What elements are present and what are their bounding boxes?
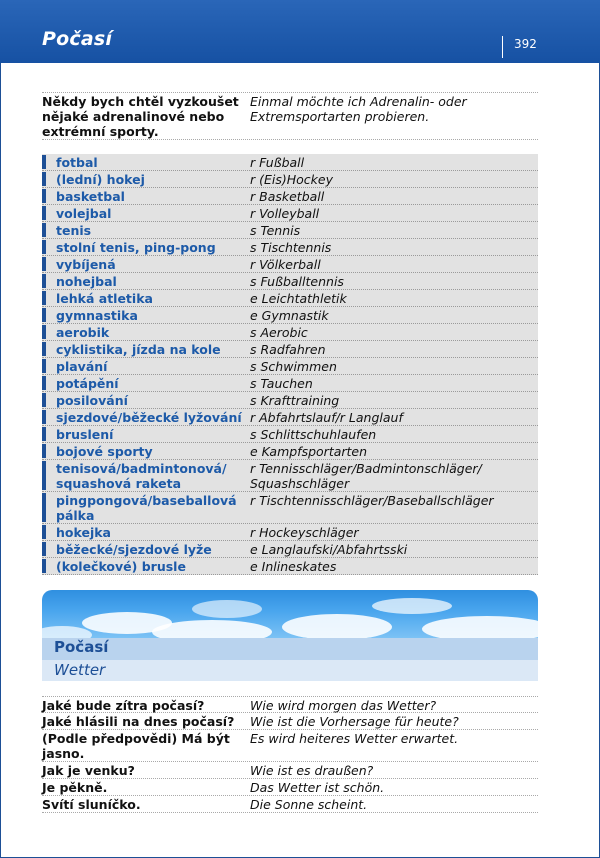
vocab-row (42, 558, 538, 575)
intro-row (42, 93, 538, 140)
row-marker (42, 172, 46, 186)
phrase-row (42, 696, 538, 713)
vocab-czech: posilování (56, 393, 128, 408)
vocab-row (42, 324, 538, 341)
vocab-czech: běžecké/sjezdové lyže (56, 542, 212, 557)
vocab-row (42, 256, 538, 273)
vocab-row (42, 290, 538, 307)
vocab-czech: basketbal (56, 189, 125, 204)
phrase-czech: Svítí sluníčko. (42, 797, 141, 812)
vocab-row (42, 239, 538, 256)
vocab-row (42, 222, 538, 239)
row-marker (42, 427, 46, 441)
vocab-german: r Tischtennisschläger/Baseballschläger (250, 493, 494, 508)
row-marker (42, 444, 46, 458)
vocab-german: r Hockeyschläger (250, 525, 359, 540)
vocab-czech: potápění (56, 376, 119, 391)
vocab-german: s Fußballtennis (250, 274, 344, 289)
vocab-row (42, 426, 538, 443)
cloud-shape (422, 616, 538, 638)
vocab-row (42, 341, 538, 358)
row-marker (42, 240, 46, 254)
row-marker (42, 410, 46, 424)
page-number: 392 (514, 37, 537, 51)
row-marker (42, 393, 46, 407)
vocab-czech: bruslení (56, 427, 114, 442)
vocab-row (42, 460, 538, 492)
row-marker (42, 291, 46, 305)
vocab-czech: hokejka (56, 525, 111, 540)
page-header (0, 0, 600, 63)
vocab-czech: tenisová/badmintonová/ squashová raketa (56, 461, 227, 491)
vocab-czech: (lední) hokej (56, 172, 145, 187)
vocab-czech: lehká atletika (56, 291, 153, 306)
cloud-shape (282, 614, 392, 638)
row-marker (42, 493, 46, 522)
vocab-row (42, 409, 538, 426)
phrase-row (42, 730, 538, 762)
row-marker (42, 325, 46, 339)
vocab-row (42, 524, 538, 541)
vocab-czech: stolní tenis, ping-pong (56, 240, 216, 255)
row-marker (42, 542, 46, 556)
vocab-row (42, 188, 538, 205)
vocab-row (42, 443, 538, 460)
vocab-german: s Radfahren (250, 342, 326, 357)
phrase-czech: Je pěkně. (42, 780, 108, 795)
vocab-german: e Langlaufski/Abfahrtsski (250, 542, 408, 557)
intro-german: Einmal möchte ich Adrenalin- oder Extremsportarten probieren. (250, 94, 467, 124)
vocab-german: s Aerobic (250, 325, 308, 340)
vocab-row (42, 358, 538, 375)
vocab-german: r Völkerball (250, 257, 321, 272)
vocab-german: e Kampfsportarten (250, 444, 368, 459)
vocab-row (42, 205, 538, 222)
vocab-czech: nohejbal (56, 274, 117, 289)
phrase-german: Das Wetter ist schön. (250, 780, 385, 795)
row-marker (42, 342, 46, 356)
vocab-czech: plavání (56, 359, 108, 374)
phrase-czech: Jak je venku? (42, 763, 135, 778)
cloud-shape (372, 598, 452, 614)
vocab-german: s Tischtennis (250, 240, 332, 255)
vocab-czech: sjezdové/běžecké lyžování (56, 410, 242, 425)
phrase-czech: Jaké bude zítra počasí? (42, 698, 205, 713)
row-marker (42, 223, 46, 237)
row-marker (42, 189, 46, 203)
vocab-czech: bojové sporty (56, 444, 153, 459)
phrase-german: Die Sonne scheint. (250, 797, 368, 812)
vocab-german: s Tennis (250, 223, 301, 238)
vocab-czech: (kolečkové) brusle (56, 559, 186, 574)
phrase-row (42, 779, 538, 796)
phrase-czech: (Podle předpovědi) Má být jasno. (42, 731, 230, 761)
phrase-czech: Jaké hlásili na dnes počasí? (42, 714, 235, 729)
vocab-german: r (Eis)Hockey (250, 172, 333, 187)
vocab-czech: vybíjená (56, 257, 116, 272)
header-separator (502, 36, 503, 58)
phrase-row (42, 713, 538, 730)
row-marker (42, 359, 46, 373)
row-marker (42, 525, 46, 539)
vocab-czech: gymnastika (56, 308, 138, 323)
vocab-row (42, 273, 538, 290)
row-marker (42, 461, 46, 490)
vocab-german: r Volleyball (250, 206, 320, 221)
header-title: Počasí (42, 28, 113, 50)
section-title-bar (42, 638, 538, 660)
row-marker (42, 376, 46, 390)
row-marker (42, 274, 46, 288)
vocab-czech: cyklistika, jízda na kole (56, 342, 221, 357)
vocab-row (42, 541, 538, 558)
vocab-german: e Leichtathletik (250, 291, 347, 306)
phrase-row (42, 762, 538, 779)
vocab-czech: pingpongová/baseballová pálka (56, 493, 237, 523)
cloud-shape (192, 600, 262, 618)
cloud-shape (42, 626, 92, 638)
vocab-czech: tenis (56, 223, 92, 238)
phrase-german: Wie ist die Vorhersage für heute? (250, 714, 459, 729)
vocab-german: r Tennisschläger/Badmintonschläger/ Squashschläger (250, 461, 482, 491)
phrase-row (42, 796, 538, 813)
vocab-czech: fotbal (56, 155, 98, 170)
vocab-german: s Krafttraining (250, 393, 340, 408)
vocab-row (42, 492, 538, 524)
phrase-german: Wie wird morgen das Wetter? (250, 698, 437, 713)
section-subtitle: Wetter (54, 661, 106, 679)
vocab-german: r Abfahrtslauf/r Langlauf (250, 410, 403, 425)
vocab-german: s Schlittschuhlaufen (250, 427, 377, 442)
vocab-row (42, 171, 538, 188)
vocab-row (42, 154, 538, 171)
section-subtitle-bar (42, 660, 538, 681)
vocab-czech: aerobik (56, 325, 110, 340)
sky-with-clouds-photo (42, 590, 538, 638)
vocab-row (42, 375, 538, 392)
row-marker (42, 155, 46, 169)
phrase-german: Es wird heiteres Wetter erwartet. (250, 731, 459, 746)
vocab-row (42, 307, 538, 324)
row-marker (42, 559, 46, 573)
vocab-row (42, 392, 538, 409)
vocab-german: r Basketball (250, 189, 325, 204)
section-title: Počasí (54, 638, 109, 656)
intro-czech: Někdy bych chtěl vyzkoušet nějaké adrenalinové nebo extrémní sporty. (42, 94, 239, 139)
phrase-german: Wie ist es draußen? (250, 763, 374, 778)
vocab-german: s Tauchen (250, 376, 313, 391)
row-marker (42, 257, 46, 271)
cloud-shape (152, 620, 272, 638)
row-marker (42, 206, 46, 220)
vocab-german: s Schwimmen (250, 359, 337, 374)
vocab-german: e Gymnastik (250, 308, 329, 323)
vocab-german: e Inlineskates (250, 559, 337, 574)
vocab-german: r Fußball (250, 155, 305, 170)
vocab-czech: volejbal (56, 206, 112, 221)
row-marker (42, 308, 46, 322)
